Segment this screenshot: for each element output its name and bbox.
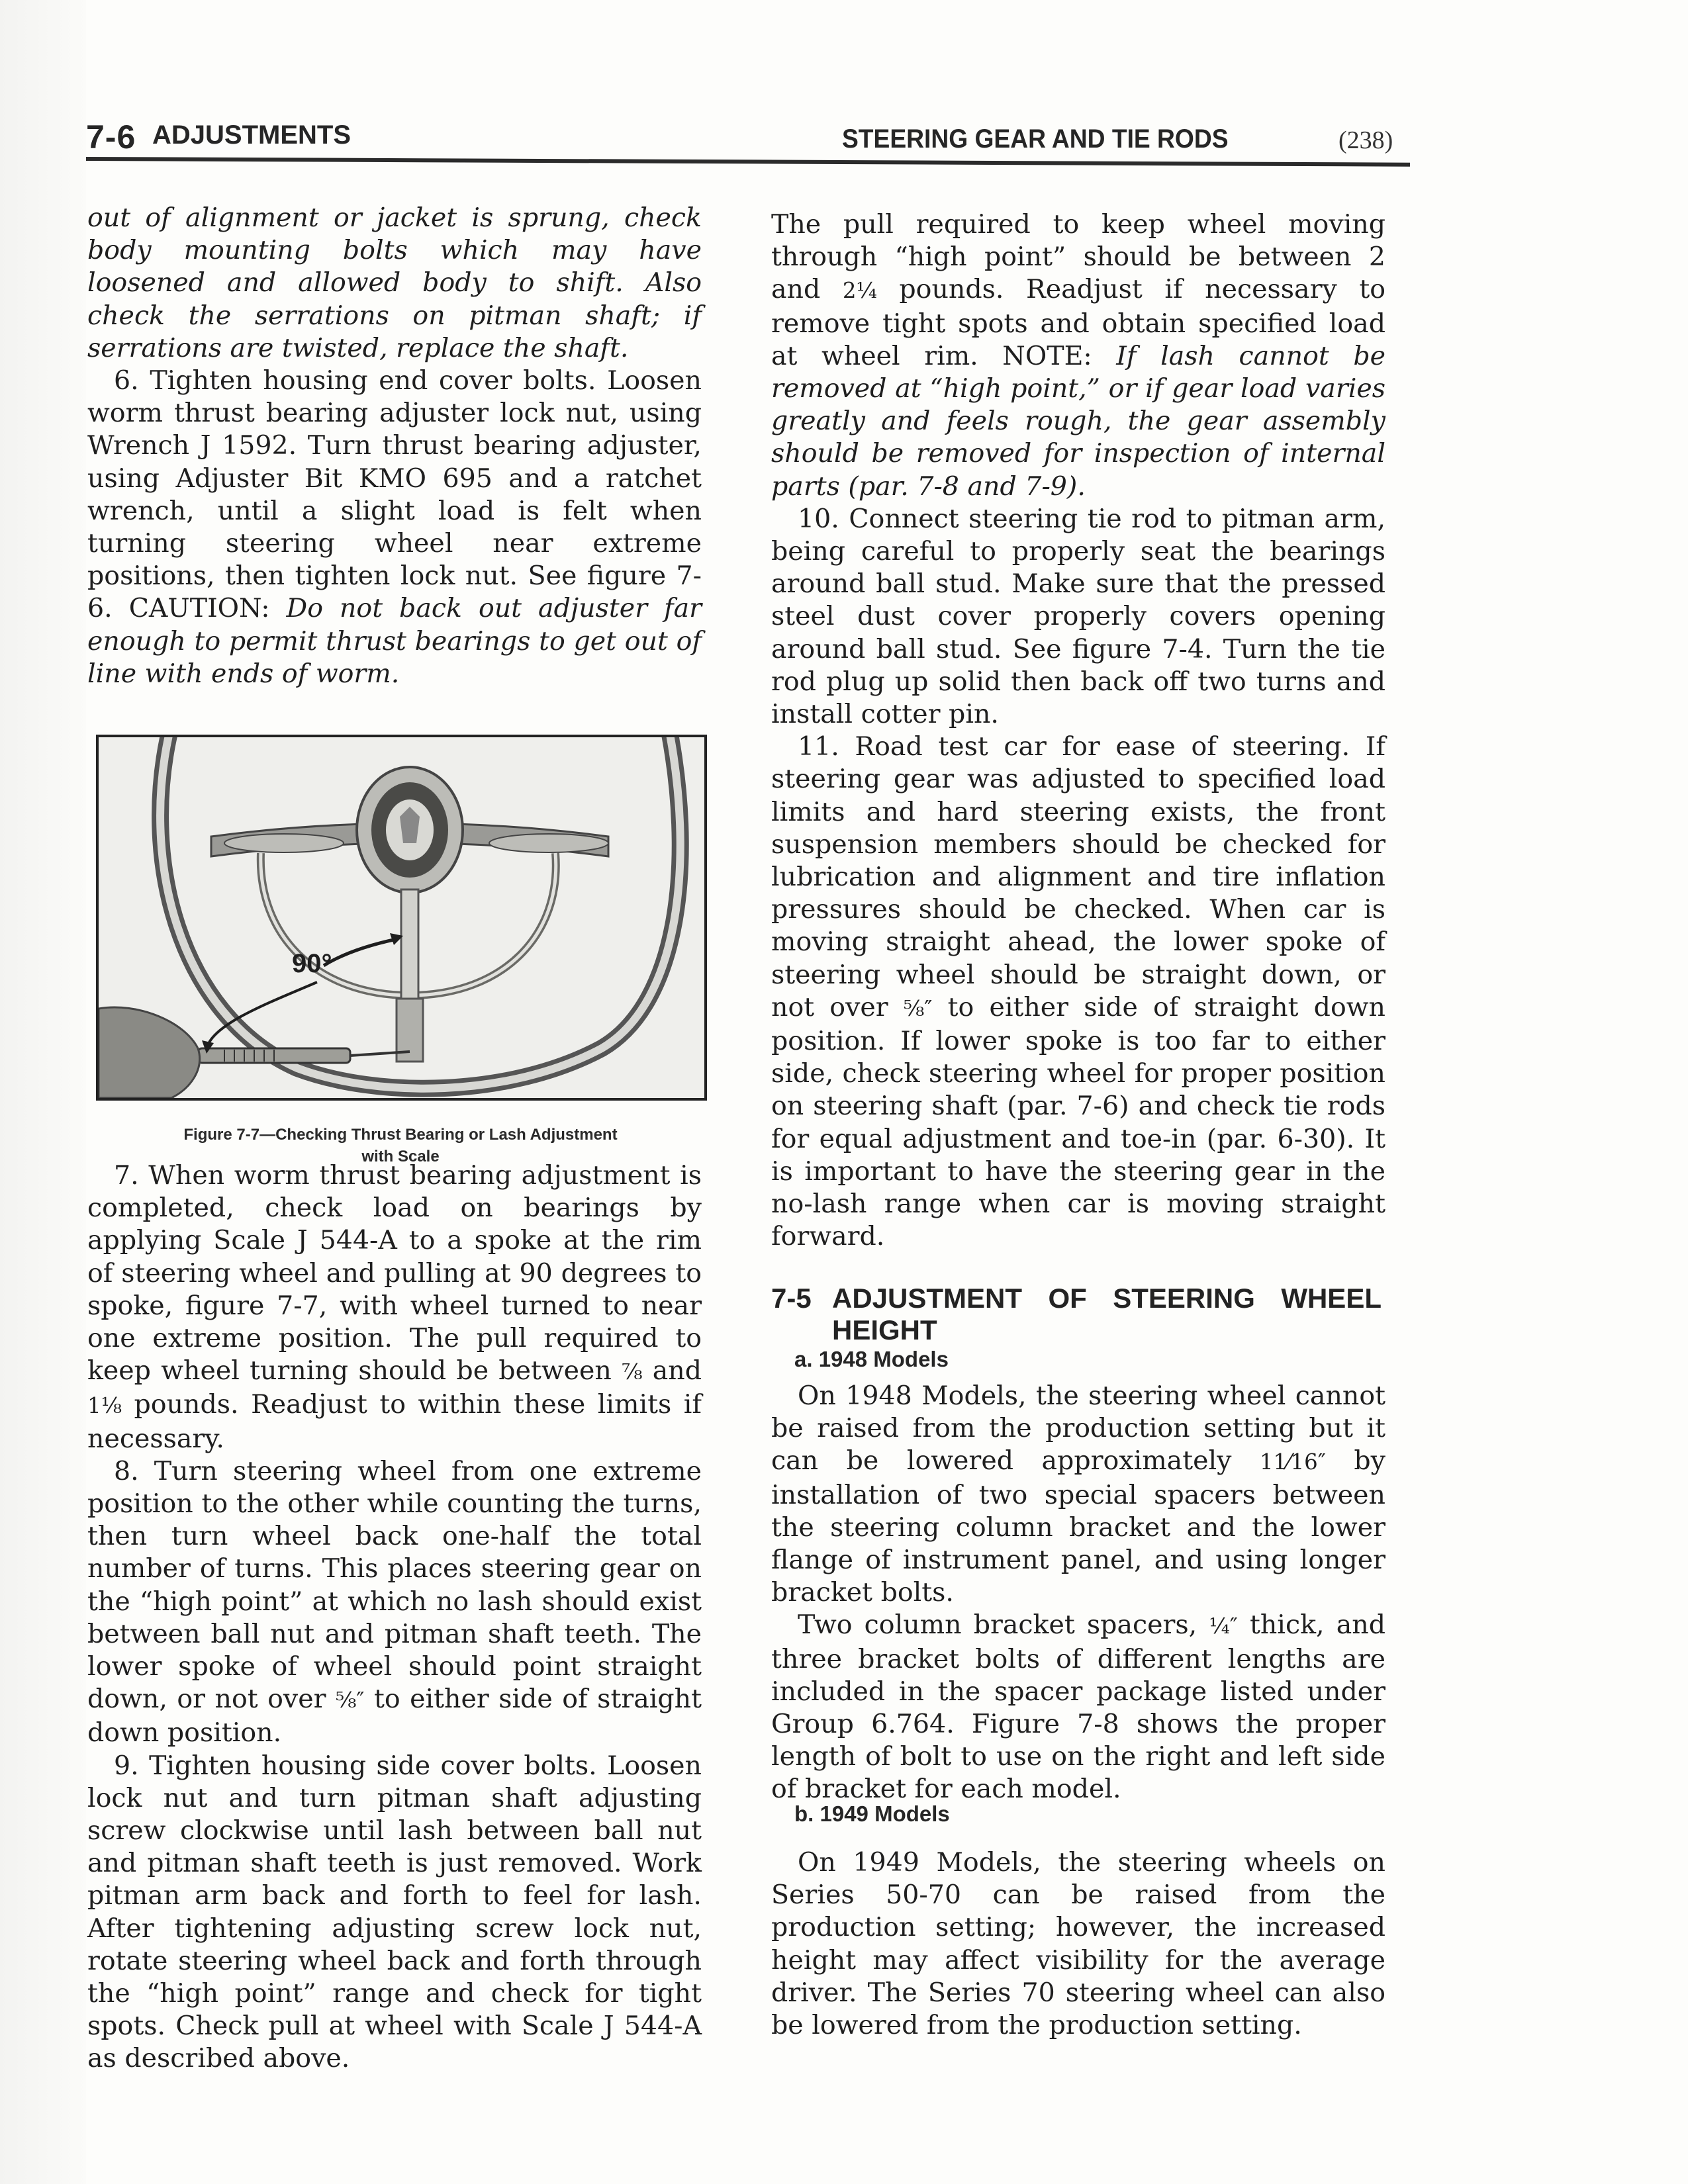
1948-paragraph-1 [771, 1380, 1385, 1609]
step-7-fraction-max: 1⅛ [87, 1393, 122, 1419]
header-topic-title: STEERING GEAR AND TIE RODS [842, 124, 1229, 154]
right-column-1948-text [771, 1380, 1385, 1806]
high-point-text-a: The pull required to keep wheel moving through “high point” should be between 2 and [771, 209, 1385, 305]
high-point-fraction: 2¼ [842, 278, 877, 304]
step-9-paragraph: 9. Tighten housing side cover bolts. Loosen lock nut and turn pitman shaft adjusting screw clockwise until lash between ball nut and pitman shaft teeth is just removed. Work pitman arm back and forth to feel for lash. After tightening adjusting screw lock nut, rotate steering wheel back and forth through the “high point” range and check for tight spots. Check pull at wheel with Scale J 544-A as described above. [87, 1750, 702, 2074]
step-7-text-c: pounds. Readjust to within these limits if necessary. [87, 1389, 702, 1454]
high-point-text-b: pounds. Readjust if necessary to remove tight spots and obtain specified load at wheel rim. [771, 274, 1385, 371]
1948-p1-fraction: 11⁄16″ [1259, 1449, 1326, 1475]
step-11-text-a: 11. Road test car for ease of steering. If steering gear was adjusted to specified load limits and hard steering exists, the front suspension members should be checked for lubrication and alignment and tire inflation pressures should be checked. When car is moving straight ahead, the lower spoke of steering wheel should be straight down, or not over [771, 731, 1385, 1023]
1948-p2-text-a: Two column bracket spacers, [798, 1610, 1209, 1641]
step-8-fraction: ⅝″ [336, 1688, 365, 1713]
note-label: NOTE: [1002, 340, 1092, 371]
caution-text: Do not back out adjuster far enough to permit thrust bearings to get out of line with ends of worm. [87, 593, 702, 689]
step-8-text-b: to either side of straight down position. [87, 1684, 702, 1749]
left-column-bottom [87, 1160, 702, 2075]
step-6-paragraph [87, 365, 702, 690]
angle-label: 90° [292, 949, 332, 978]
1948-p2-text-b: thick, and three bracket bolts of different lengths are included in the spacer package listed under Group 6.764. Figure 7-8 shows the proper length of bolt to use on the right and left side of bracket for each model. [771, 1610, 1385, 1805]
step-8-text-a: 8. Turn steering wheel from one extreme position to the other while counting the turns, then turn wheel back one-half the total number of turns. This places steering gear on the “high point” at which no lash should exist between ball nut and pitman shaft teeth. The lower spoke of wheel should point straight down, or not over [87, 1455, 702, 1715]
right-column-top [771, 208, 1385, 1253]
step-7-fraction-min: ⅞ [622, 1359, 643, 1385]
step-7-paragraph [87, 1160, 702, 1455]
header-page-number: (238) [1338, 126, 1393, 154]
1948-p1-text-b: by installation of two special spacers between the steering column bracket and the lower flange of instrument panel, and using longer bracket bolts. [771, 1445, 1385, 1608]
scan-edge-shadow [0, 0, 86, 2184]
left-column-top [87, 202, 702, 690]
right-column-1949-text [771, 1846, 1385, 2042]
subheading-1948-models: a. 1948 Models [794, 1347, 949, 1371]
step-11-paragraph [771, 731, 1385, 1253]
section-heading-7-5 [771, 1283, 1387, 1346]
step-7-text-a: 7. When worm thrust bearing adjustment is completed, check load on bearings by applying Scale J 544-A to a spoke at the rim of steering wheel and pulling at 90 degrees to spoke, figure 7-7, with wheel turned to near one extreme position. The pull required to keep wheel turning should be between [87, 1160, 702, 1387]
caption-line-1: Figure 7-7—Checking Thrust Bearing or Lash Adjustment [183, 1126, 618, 1144]
1948-paragraph-2 [771, 1609, 1385, 1805]
section-number: 7-5 [771, 1283, 812, 1314]
figure-7-7-steering-wheel-photo [96, 735, 707, 1101]
caution-label: CAUTION: [128, 593, 270, 624]
1948-p1-text-a: On 1948 Models, the steering wheel cannot be raised from the production setting but it can be lowered approximately [771, 1381, 1385, 1477]
step-8-paragraph [87, 1455, 702, 1750]
steering-wheel-illustration [99, 737, 704, 1098]
1948-p2-fraction: ¼″ [1209, 1614, 1238, 1639]
step-11-text-b: to either side of straight down position. If lower spoke is too far to either side, check steering wheel for proper position on steering shaft (par. 7-6) and check tie rods for equal adjustment and toe-in (par. 6-30). It is important to have the steering gear in the no-lash range when car is moving straight forward. [771, 991, 1385, 1252]
1949-paragraph: On 1949 Models, the steering wheels on Series 50-70 can be raised from the production setting; however, the increased height may affect visibility for the average driver. The Series 70 steering wheel can also be lowered from the production setting. [771, 1847, 1385, 2041]
header-section-number: 7-6 [86, 118, 136, 156]
caption-line-2: with Scale [361, 1148, 440, 1165]
step-6-text: 6. Tighten housing end cover bolts. Loosen worm thrust bearing adjuster lock nut, using Wrench J 1592. Turn thrust bearing adjuster, using Adjuster Bit KMO 695 and a ratchet wrench, until a slight load is felt when turning steering wheel near extreme positions, then tighten lock nut. See figure 7-6. [87, 365, 702, 624]
header-chapter-title: ADJUSTMENTS [152, 120, 352, 150]
step-10-paragraph: 10. Connect steering tie rod to pitman arm, being careful to properly seat the bearings around ball stud. Make sure that the pressed steel dust cover properly covers opening around ball stud. See figure 7-4. Turn the tie rod plug up solid then back off two turns and install cotter pin. [771, 503, 1385, 730]
step-7-text-b: and [642, 1355, 702, 1387]
section-title: ADJUSTMENT OF STEERING WHEEL HEIGHT [832, 1283, 1382, 1345]
step-11-fraction: ⅝″ [903, 995, 933, 1021]
note-text: If lash cannot be removed at “high point,” or if gear load varies greatly and feels rough, the gear assembly should be removed for inspection of internal parts (par. 7-8 and 7-9). [771, 340, 1385, 502]
continued-paragraph: out of alignment or jacket is sprung, check body mounting bolts which may have loosened and allowed body to shift. Also check the serrations on pitman shaft; if serrations are twisted, replace the shaft. [87, 203, 702, 363]
subheading-1949-models: b. 1949 Models [794, 1801, 950, 1826]
high-point-paragraph [771, 208, 1385, 503]
